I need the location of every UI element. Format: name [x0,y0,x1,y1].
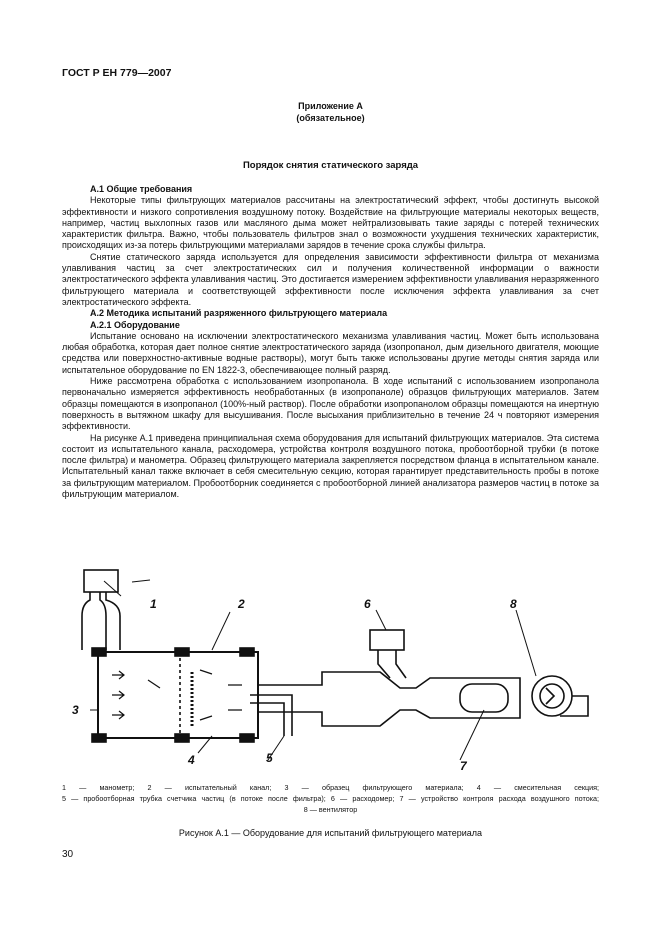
label-4: 4 [188,753,195,767]
label-5: 5 [266,751,273,765]
flowmeter-box [370,630,404,650]
legend-line: 8 — вентилятор [303,805,358,814]
paragraph: Испытание основано на исключении электростатического механизма улавливания частиц. Может быть использована любая обработка, которая дает полное снятие электростатического заряда (изопропанол, дым дизельного двигателя, моющие средства или поверхностно-активные водные растворы), могут быть также использованы другие методы снятия заряда или испытательное оборудование по EN 1822-3, обеспечивающее полный разряд. [62,330,599,375]
heading-a21: А.2.1 Оборудование [90,319,180,330]
fan [532,676,572,716]
legend-line: 1 — манометр; 2 — испытательный канал; 3 — образец фильтрующего материала; 4 — смесительная секция; [62,783,599,792]
equipment-diagram [60,560,605,775]
section-title: Порядок снятия статического заряда [242,160,419,171]
flow-control-device [460,684,508,712]
paragraph: Некоторые типы фильтрующих материалов рассчитаны на электростатический эффект, чтобы достигнуть высокой эффективности и низкого сопротивления воздушному потоку. Воздействие на фильтрующие материалы некоторых веществ, например, частиц выхлопных газов или масляного дыма может нейтрализовывать такие заряды с потерей технических характеристик фильтра. Важно, чтобы пользователь фильтров знал о возможности ухудшения технических характеристик, происходящих из-за потерь фильтрующими материалами зарядов в течение срока службы фильтра. [62,195,599,251]
paragraph: Ниже рассмотрена обработка с использованием изопропанола. В ходе испытаний с использованием изопропанола первоначально измеряется эффективность необработанных (в изопропаноле) образцов фильтрующих материалов. Затем образцы помещаются в изопропанол (100%-ный раствор). После обработки изопропанолом образцы помещаются на инертную поверхность в вытяжном шкафу для высушивания. После высыхания приблизительно в течение 24 ч повторяют измерения эффективности. [62,376,599,432]
heading-a1: А.1 Общие требования [90,184,193,194]
paragraph: Снятие статического заряда используется для определения зависимости эффективности фильтра от механизма улавливания частиц за счет электростатических сил и получения количественной информации о важности электростатического эффекта улавливания частиц. Это достигается измерением эффективности улавливания неразряженного фильтрующего материала и соответствующей эффективности после исключения эффекта улавливания за счет электростатического эффекта. [62,251,599,307]
label-2: 2 [238,597,245,611]
figure-caption: Рисунок А.1 — Оборудование для испытаний фильтрующего материала [178,828,483,838]
section-a1 [62,184,599,500]
figure-legend [62,782,599,815]
appendix-status: (обязательное) [296,113,365,123]
legend-line: 5 — пробоотборная трубка счетчика частиц (в потоке после фильтра); 6 — расходомер; 7 — устройство контроля расхода воздушного потока; [62,794,599,803]
appendix-title: Приложение А [298,101,363,111]
paragraph: На рисунке А.1 приведена принципиальная схема оборудования для испытаний фильтрующих материалов. Эта система состоит из испытательного канала, расходомера, устройства контроля воздушного потока, пробоотборной трубки (в потоке после фильтра) и манометра. Образец фильтрующего материала закрепляется посредством фланца в испытательном канале. Испытательный канал также включает в себя смесительную секцию, которая гарантирует представительность пробы в потоке за фильтрующим материалом. Пробоотборник соединяется с пробоотборной линией анализатора размеров частиц в потоке за фильтрующим материалом. [62,432,599,500]
document-header: ГОСТ Р ЕН 779—2007 [62,67,172,79]
heading-a2: А.2 Методика испытаний разряженного фильтрующего материала [90,308,388,319]
page-number: 30 [62,849,74,860]
label-6: 6 [364,597,371,611]
label-7: 7 [460,759,467,773]
label-8: 8 [510,597,517,611]
label-1: 1 [150,597,157,611]
manometer-tubes [82,592,106,650]
label-3: 3 [72,703,79,717]
